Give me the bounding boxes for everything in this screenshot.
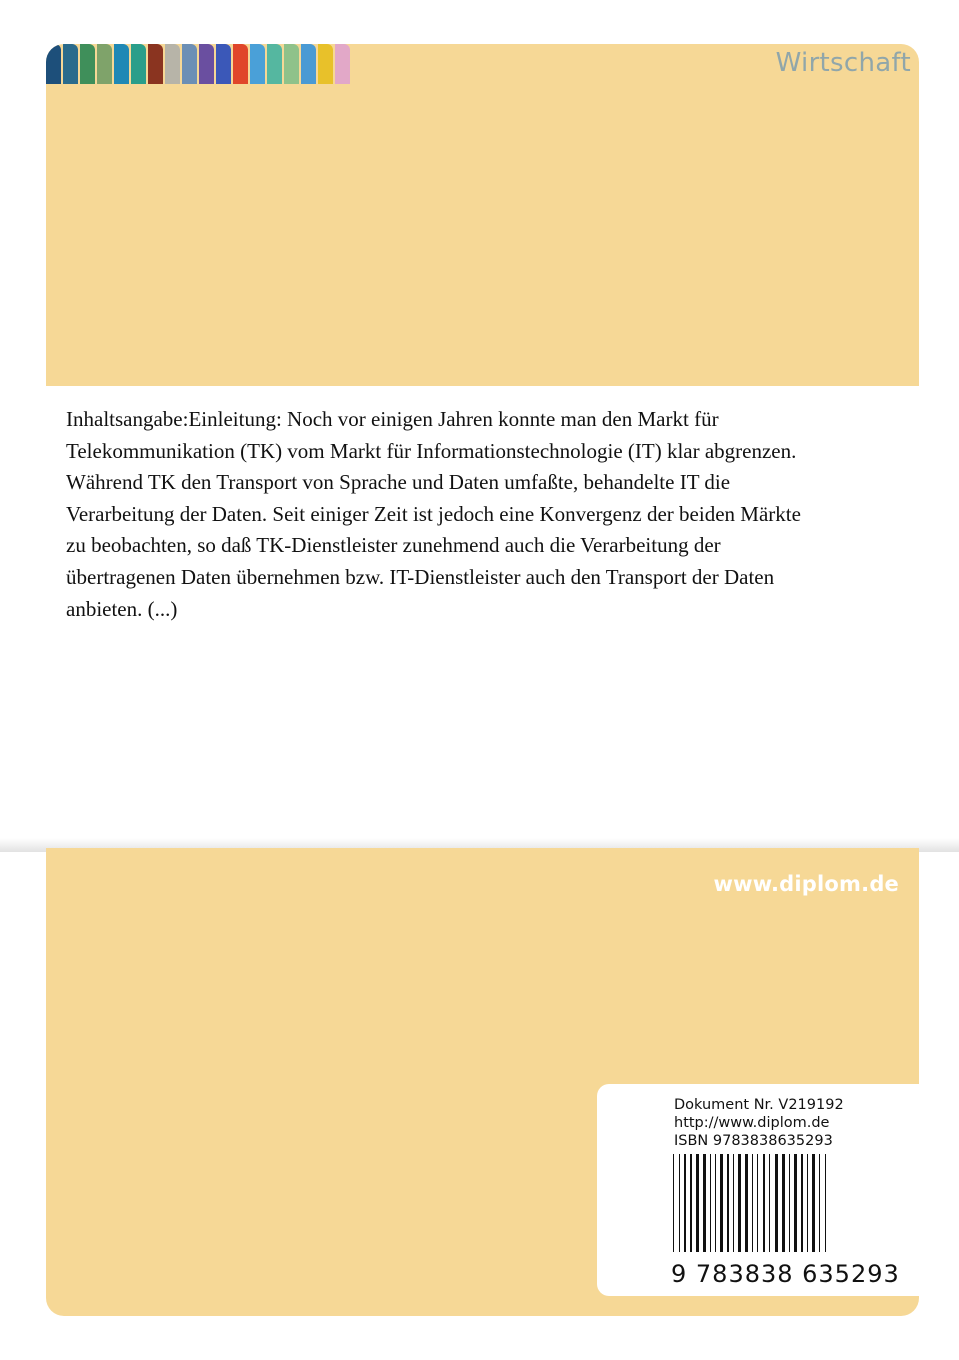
color-stripe	[199, 44, 214, 84]
color-stripe	[114, 44, 129, 84]
color-stripe	[233, 44, 248, 84]
color-stripe	[301, 44, 316, 84]
barcode-icon	[667, 1154, 901, 1262]
top-cover-panel	[46, 44, 919, 386]
color-stripe	[97, 44, 112, 84]
blurb-line: zu beobachten, so daß TK-Dienstleister zunehmend auch die Verarbeitung der	[66, 533, 721, 558]
publisher-url: www.diplom.de	[713, 872, 899, 896]
color-stripe	[80, 44, 95, 84]
category-label: Wirtschaft	[775, 48, 911, 78]
color-stripe	[284, 44, 299, 84]
color-stripe	[335, 44, 350, 84]
blurb-line: übertragenen Daten übernehmen bzw. IT-Dienstleister auch den Transport der Daten	[66, 564, 775, 589]
document-number: Dokument Nr. V219192	[674, 1097, 844, 1113]
color-stripe	[318, 44, 333, 84]
blurb-line: Inhaltsangabe:Einleitung: Noch vor einigen Jahren konnte man den Markt für	[66, 407, 719, 431]
color-stripe	[216, 44, 231, 84]
blurb-line: Telekommunikation (TK) vom Markt für Informationstechnologie (IT) klar abgrenzen.	[66, 438, 797, 463]
barcode-digits: 9 783838 635293	[671, 1260, 900, 1288]
book-blurb	[66, 404, 886, 625]
color-stripes	[46, 44, 352, 84]
blurb-line: anbieten. (...)	[66, 596, 178, 621]
document-url: http://www.diplom.de	[674, 1115, 830, 1131]
color-stripe	[63, 44, 78, 84]
document-info	[674, 1096, 844, 1150]
color-stripe	[250, 44, 265, 84]
color-stripe	[131, 44, 146, 84]
barcode-label	[597, 1084, 919, 1296]
color-stripe	[267, 44, 282, 84]
blurb-line: Verarbeitung der Daten. Seit einiger Zeit ist jedoch eine Konvergenz der beiden Märkte	[66, 501, 801, 526]
isbn: ISBN 9783838635293	[674, 1133, 833, 1149]
color-stripe	[182, 44, 197, 84]
color-stripe	[165, 44, 180, 84]
color-stripe	[46, 44, 61, 84]
blurb-line: Während TK den Transport von Sprache und Daten umfaßte, behandelte IT die	[66, 470, 731, 495]
color-stripe	[148, 44, 163, 84]
